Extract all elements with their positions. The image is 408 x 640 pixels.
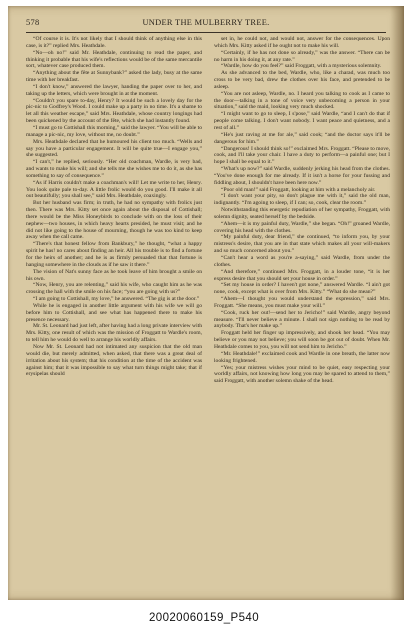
- paragraph: “Can't hear a word as you're a-saying,” said Wardle, from under the clothes.: [214, 255, 390, 268]
- right-text-column: [214, 36, 390, 385]
- paragraph: “I must go to Cottishall this morning,” said the lawyer. “You will be able to manage a pic-nic, my love, without me, no doubt.”: [26, 124, 202, 138]
- paragraph: “And therefore,” continued Mrs. Froggatt, in a louder tone, “it is her express desire that you should set your house in order.”: [214, 268, 390, 282]
- paragraph: While he is engaged in another little argument with his wife we will go before him to Cottishall, and see what has happened there to make his presence necessary.: [26, 302, 202, 323]
- paragraph: set in, he could not, and would not, answer for the consequences. Upon which Mrs. Kitty asked if he ought not to make his will.: [214, 36, 390, 49]
- paragraph: But her husband was firm; in truth, he had no sympathy with frolics just then. There was Mrs. Kitty set once again about the disposal of Cottishall; there would be the Miss Honeybirds to conclude with on the loss of their nephew—two houses, in which heavy hearts presided, he must visit; and he did not like going to the house of mourning, though he was too kind to keep away when the call came.: [26, 200, 202, 241]
- paragraph: “There's that honest fellow from Bankbury,” he thought, “what a happy spirit he has! no cares about finding an heir. All his trouble is to find a fortune for the heirs of another; and he is as firmly persuaded that that fortune is hanging somewhere in the clouds as if he saw it there.”: [26, 241, 202, 268]
- paragraph: Mr. St. Leonard had just left, after having had a long private interview with Mrs. Kitty, one result of which was the mission of Froggatt to Wardle's room, to tell him he would do well to arrange his worldly affairs.: [26, 323, 202, 344]
- paragraph: “Dangerous! I should think so!” exclaimed Mrs. Froggatt. “Please to move, cook, and I'll take your chair. I have a duty to perform—a painful one; but I hope I shall be equal to it.”: [214, 145, 390, 166]
- paragraph: The vision of Nat's sunny face as he took leave of him brought a smile on his own.: [26, 268, 202, 282]
- page-number: 578: [26, 18, 40, 27]
- paragraph: “I might want to go to sleep, I s'pose,” said Wardle, “and I can't do that if people come talking. I don't want nobody. I want peace and quietness, and a rest of all.”: [214, 111, 390, 131]
- paragraph: “No—oh no!” said Mr. Heathdale, continuing to read the paper, and thinking it probable that his wife's reflections would be of the same mercantile sort, whatever case produced them.: [26, 49, 202, 70]
- paragraph: “What's up now?” said Wardle, suddenly jerking his head from the clothes. “You've done enough for me already. If it isn't a horse for your fussing and fiddling about, I shouldn't have been here now.”: [214, 166, 390, 186]
- paragraph: “Certainly, if he has not done so already,” was the answer. “There can be no harm in his doing it, at any rate.”: [214, 49, 390, 63]
- paragraph: “I can't,” he replied, seriously. “Her old coachman, Wardle, is very bad, and wants to make his will; and she tells me she wishes me to do it, as she has something to say of consequence.”: [26, 159, 202, 179]
- paragraph: “Set my house in order? I haven't got none,” answered Wardle. “I ain't got none, cook, except what is over from Mrs. Kitty.” “What do she mean?”: [214, 282, 390, 296]
- paragraph: “Ahem—it is my painful duty, Wardle,” she began. “Oh!” groaned Wardle, covering his head with the clothes.: [214, 220, 390, 234]
- paragraph: “You are not asleep, Wardle, no. I heard you talking to cook as I came to the door—talking in a tone of voice very unbecoming a person in your situation,” said the maid, looking very much shocked.: [214, 90, 390, 111]
- book-page: [8, 6, 404, 600]
- page-gutter-shadow: [390, 6, 404, 600]
- paragraph: As she advanced to the bed, Wardle, who, like a charad, was much too cross to be very bad, drew the clothes over his face, and pretended to be asleep.: [214, 70, 390, 90]
- paragraph: “I am going to Cottishall, my love,” he answered. “The gig is at the door.”: [33, 296, 200, 303]
- paragraph: Notwithstanding this energetic repudiation of her sympathy, Froggatt, with solemn dignity, seated herself by the bedside.: [214, 207, 390, 220]
- paragraph: “He's just raving at me for ale,” said cook; “and the doctor says it'll be dangerous for him.”: [214, 131, 390, 145]
- paragraph: Mrs. Heathdale declared that he humoured his client too much. “Wells and say you have a particular engagement. It will be quite true—I engage you,” she suggested.: [26, 138, 202, 159]
- paragraph: “Cook, ruck her out!—send her to Jericho!” said Wardle, angry beyond measure. “I'll never believe a minute. I shall not sign nothing to be read by anybody. That's her make up.”: [214, 309, 390, 330]
- paragraph: “Couldn't you spare to-day, Henry? It would be such a lovely day for the pic-nic to Godfrey's Wood. I could make up a party in no time. It's a shame to let all this weather escape,” said Mrs. Heathdale, whose country longings had been quickened by the account of the fête, which she had instantly found.: [26, 97, 202, 125]
- image-caption: 20020060159_P540: [148, 612, 259, 624]
- paragraph: “As if Harris couldn't make a coachman's will! Let me write to her, Henry. You look quite pale to-day. A little frolic would do you good. I'll make it all out beautifully; you shall see,” said Mrs. Heathdale, coaxingly.: [26, 179, 202, 200]
- paragraph: Froggatt held her finger up impressively, and shook her head. “You may believe or you may not believe; you will soon be got out of doubt. When Mr. Heathdale comes to you, you will not send him to Jericho.”: [214, 330, 390, 350]
- paragraph: Now Mr. St. Leonard had not intimated any suspicion that the old man would die, but merely admitted, when asked, that there was a great deal of irritation about his system; that his condition at the time of the accident was against him; that it was impossible to say what turn things might take; that if erysipelas should: [26, 343, 202, 378]
- paragraph: “Wardle, how do you feel?” said Froggatt, with a mysterious solemnity.: [221, 63, 382, 70]
- paragraph: “Mr. Heathdale!” exclaimed cook and Wardle in one breath, the latter now looking frightened.: [214, 350, 390, 364]
- paragraph: “Now, Henry, you are relenting,” said his wife, who caught him as he was crossing the hall with the smile on his face; “you are going with us?”: [26, 282, 202, 296]
- paragraph: “Of course it is. It's not likely that I should think of anything else in this case, is it?” replied Mrs. Heathdale.: [26, 36, 202, 49]
- paragraph: “Ahem—I thought you would understand the expression,” said Mrs. Froggatt. “She means, you must make your will.”: [214, 296, 390, 309]
- paragraph: “Yes; your mistress wishes your mind to be quiet, easy respecting your worldly affairs, not knowing how long you may be spared to attend to them,” said Froggatt, with another solemn shake of the head.: [214, 364, 390, 385]
- paragraph: “I don't know,” answered the lawyer, handing the paper over to her, and taking up the letters, which were brought in at the moment.: [26, 83, 202, 97]
- paragraph: “Poor old man!” said Froggatt, looking at him with a melancholy air.: [221, 186, 376, 193]
- paragraph: “My painful duty, dear friend,” she continued, “to inform you, by your mistress's desire, that you are in that state which makes all your will-makers and so much concerned about you.”: [214, 234, 390, 255]
- paragraph: “Anything about the fête at Sunnybank?” asked the lady, busy at the same time with her breakfast.: [26, 70, 202, 84]
- left-text-column: [26, 36, 202, 378]
- running-title: UNDER THE MULBERRY TREE.: [142, 18, 270, 27]
- paragraph: “I don't want your pity, so don't plague me with it,” said the old man, indignantly. “I'm agoing to sleep, if I can; so, cook, clear the room.”: [214, 193, 390, 207]
- running-head: [26, 18, 386, 33]
